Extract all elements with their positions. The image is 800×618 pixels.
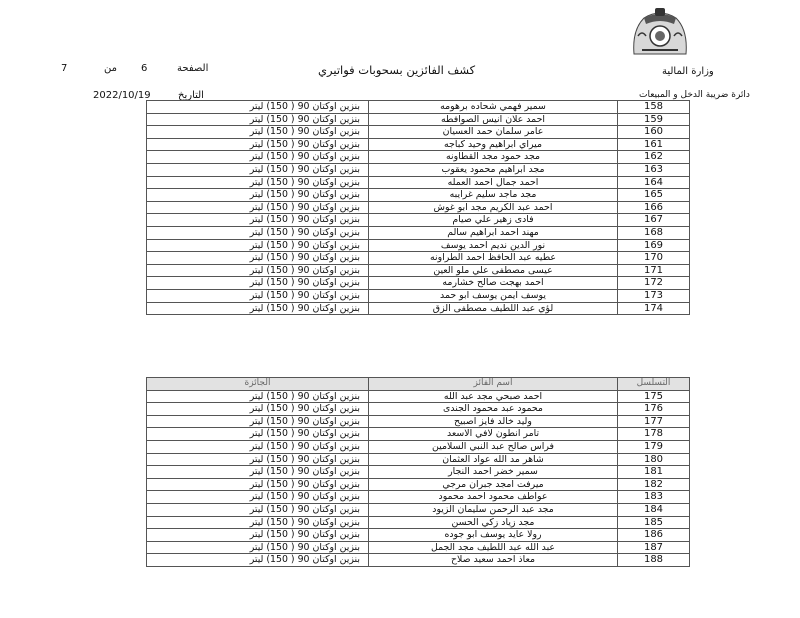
serial-number-cell: 182 (618, 478, 690, 491)
table-row (147, 390, 690, 403)
table-row (147, 176, 690, 189)
table-row (147, 189, 690, 202)
serial-number-cell: 184 (618, 503, 690, 516)
winner-name-cell: معاذ احمد سعيد صلاح (369, 554, 618, 567)
prize-cell: بنزين اوكتان 90 ( 150) ليتر (147, 415, 369, 428)
prize-cell: بنزين اوكتان 90 ( 150) ليتر (147, 403, 369, 416)
serial-number-cell: 163 (618, 163, 690, 176)
serial-number-cell: 178 (618, 428, 690, 441)
winner-name-cell: مجد ابراهيم محمود يعقوب (369, 163, 618, 176)
winner-name-cell: احمد بهجت صالح خشارمه (369, 277, 618, 290)
table-row (147, 264, 690, 277)
table-header (147, 378, 690, 391)
serial-number-cell: 170 (618, 252, 690, 265)
table-row (147, 453, 690, 466)
table-row (147, 226, 690, 239)
winner-name-cell: يوسف ايمن يوسف ابو حمد (369, 289, 618, 302)
winner-name-cell: مجد زياد زكي الحسن (369, 516, 618, 529)
table-row (147, 503, 690, 516)
table-header-row (147, 378, 690, 391)
prize-cell: بنزين اوكتان 90 ( 150) ليتر (147, 151, 369, 164)
table-row (147, 277, 690, 290)
table-row (147, 163, 690, 176)
prize-cell: بنزين اوكتان 90 ( 150) ليتر (147, 239, 369, 252)
winner-name-cell: محمود عبد محمود الجندى (369, 403, 618, 416)
winner-name-cell: سمير فهمي شحاده برهومه (369, 101, 618, 114)
serial-number-cell: 172 (618, 277, 690, 290)
serial-number-cell: 183 (618, 491, 690, 504)
serial-number-cell: 186 (618, 529, 690, 542)
serial-number-cell: 185 (618, 516, 690, 529)
prize-cell: بنزين اوكتان 90 ( 150) ليتر (147, 478, 369, 491)
winner-name-cell: فادى زهير علي صيام (369, 214, 618, 227)
prize-cell: بنزين اوكتان 90 ( 150) ليتر (147, 201, 369, 214)
table-row (147, 252, 690, 265)
table-row (147, 529, 690, 542)
prize-cell: بنزين اوكتان 90 ( 150) ليتر (147, 138, 369, 151)
prize-cell: بنزين اوكتان 90 ( 150) ليتر (147, 541, 369, 554)
serial-number-cell: 165 (618, 189, 690, 202)
table-row (147, 151, 690, 164)
table-row (147, 478, 690, 491)
date-label: التاريخ (178, 90, 204, 101)
prize-cell: بنزين اوكتان 90 ( 150) ليتر (147, 113, 369, 126)
winner-name-cell: احمد جمال احمد العمله (369, 176, 618, 189)
table-row (147, 541, 690, 554)
prize-cell: بنزين اوكتان 90 ( 150) ليتر (147, 302, 369, 315)
table-row (147, 302, 690, 315)
prize-cell: بنزين اوكتان 90 ( 150) ليتر (147, 440, 369, 453)
winner-name-cell: رولا عايد يوسف ابو جوده (369, 529, 618, 542)
winners-table-continued (146, 100, 690, 315)
winner-name-cell: ميراي ابراهيم وحيد كباجه (369, 138, 618, 151)
department-label: دائرة ضريبة الدخل و المبيعات (639, 90, 750, 100)
table-row (147, 466, 690, 479)
prize-cell: بنزين اوكتان 90 ( 150) ليتر (147, 428, 369, 441)
prize-cell: بنزين اوكتان 90 ( 150) ليتر (147, 189, 369, 202)
prize-cell: بنزين اوكتان 90 ( 150) ليتر (147, 503, 369, 516)
prize-cell: بنزين اوكتان 90 ( 150) ليتر (147, 252, 369, 265)
page-label: الصفحة (177, 63, 209, 74)
winners-table-body (147, 101, 690, 315)
table-row (147, 214, 690, 227)
serial-number-cell: 166 (618, 201, 690, 214)
serial-number-cell: 181 (618, 466, 690, 479)
prize-cell: بنزين اوكتان 90 ( 150) ليتر (147, 101, 369, 114)
ministry-label: وزارة المالية (662, 66, 714, 77)
prize-column-header: الجائزة (147, 378, 369, 391)
serial-number-cell: 160 (618, 126, 690, 139)
winner-name-cell: عبد الله عبد اللطيف مجد الجمل (369, 541, 618, 554)
table-row (147, 113, 690, 126)
page-total: 7 (61, 63, 68, 74)
prize-cell: بنزين اوكتان 90 ( 150) ليتر (147, 529, 369, 542)
date-value: 2022/10/19 (93, 90, 151, 101)
serial-number-cell: 159 (618, 113, 690, 126)
prize-cell: بنزين اوكتان 90 ( 150) ليتر (147, 390, 369, 403)
page-number: 6 (141, 63, 148, 74)
table-row (147, 554, 690, 567)
table-row (147, 403, 690, 416)
winner-name-cell: عامر سلمان حمد العسيان (369, 126, 618, 139)
prize-cell: بنزين اوكتان 90 ( 150) ليتر (147, 289, 369, 302)
serial-number-cell: 169 (618, 239, 690, 252)
serial-number-cell: 167 (618, 214, 690, 227)
table-row (147, 415, 690, 428)
serial-number-cell: 187 (618, 541, 690, 554)
table-row (147, 201, 690, 214)
serial-number-cell: 175 (618, 390, 690, 403)
name-column-header: اسم الفائز (369, 378, 618, 391)
table-row (147, 289, 690, 302)
winner-name-cell: مجد عبد الرحمن سليمان الزيود (369, 503, 618, 516)
serial-number-cell: 171 (618, 264, 690, 277)
winner-name-cell: تامر انطون لافي الاسعد (369, 428, 618, 441)
winner-name-cell: احمد عبد الكريم مجد ابو غوش (369, 201, 618, 214)
winner-name-cell: مهند احمد ابراهيم سالم (369, 226, 618, 239)
serial-number-cell: 161 (618, 138, 690, 151)
serial-number-cell: 174 (618, 302, 690, 315)
prize-cell: بنزين اوكتان 90 ( 150) ليتر (147, 163, 369, 176)
table-row (147, 491, 690, 504)
document-title: كشف الفائزين بسحوبات فواتيري (318, 63, 476, 77)
table-row (147, 101, 690, 114)
prize-cell: بنزين اوكتان 90 ( 150) ليتر (147, 516, 369, 529)
winner-name-cell: نور الدين نديم احمد يوسف (369, 239, 618, 252)
serial-number-cell: 179 (618, 440, 690, 453)
serial-number-cell: 180 (618, 453, 690, 466)
table-row (147, 440, 690, 453)
winner-name-cell: عواطف محمود احمد محمود (369, 491, 618, 504)
serial-column-header: التسلسل (618, 378, 690, 391)
table-row (147, 138, 690, 151)
winner-name-cell: مجد ماجد سليم غرايبه (369, 189, 618, 202)
prize-cell: بنزين اوكتان 90 ( 150) ليتر (147, 554, 369, 567)
prize-cell: بنزين اوكتان 90 ( 150) ليتر (147, 277, 369, 290)
prize-cell: بنزين اوكتان 90 ( 150) ليتر (147, 491, 369, 504)
winner-name-cell: ميرفت امجد جبران مرجي (369, 478, 618, 491)
winner-name-cell: لؤي عبد اللطيف مصطفى الزق (369, 302, 618, 315)
prize-cell: بنزين اوكتان 90 ( 150) ليتر (147, 226, 369, 239)
serial-number-cell: 162 (618, 151, 690, 164)
winner-name-cell: عيسى مصطفى علي ملو العين (369, 264, 618, 277)
serial-number-cell: 164 (618, 176, 690, 189)
page-of-label: من (104, 63, 117, 74)
serial-number-cell: 158 (618, 101, 690, 114)
table-row (147, 516, 690, 529)
serial-number-cell: 173 (618, 289, 690, 302)
winner-name-cell: وليد خالد فايز اصبيح (369, 415, 618, 428)
winner-name-cell: احمد علان انيس الصوافطه (369, 113, 618, 126)
prize-cell: بنزين اوكتان 90 ( 150) ليتر (147, 466, 369, 479)
prize-cell: بنزين اوكتان 90 ( 150) ليتر (147, 176, 369, 189)
winner-name-cell: شاهر مد الله عواد العثمان (369, 453, 618, 466)
serial-number-cell: 168 (618, 226, 690, 239)
serial-number-cell: 176 (618, 403, 690, 416)
winner-name-cell: عطيه عبد الحافظ احمد الطراونه (369, 252, 618, 265)
winner-name-cell: مجد حمود مجد القطاونه (369, 151, 618, 164)
winners-table-body (147, 390, 690, 566)
winners-table (146, 377, 690, 567)
table-row (147, 239, 690, 252)
prize-cell: بنزين اوكتان 90 ( 150) ليتر (147, 126, 369, 139)
table-row (147, 428, 690, 441)
serial-number-cell: 177 (618, 415, 690, 428)
serial-number-cell: 188 (618, 554, 690, 567)
winner-name-cell: فراس صالح عبد النبي السلامين (369, 440, 618, 453)
prize-cell: بنزين اوكتان 90 ( 150) ليتر (147, 264, 369, 277)
coat-of-arms-emblem (630, 6, 690, 58)
winner-name-cell: احمد صبحي مجد عبد الله (369, 390, 618, 403)
winner-name-cell: سمير خضر احمد النجار (369, 466, 618, 479)
table-row (147, 126, 690, 139)
prize-cell: بنزين اوكتان 90 ( 150) ليتر (147, 214, 369, 227)
prize-cell: بنزين اوكتان 90 ( 150) ليتر (147, 453, 369, 466)
